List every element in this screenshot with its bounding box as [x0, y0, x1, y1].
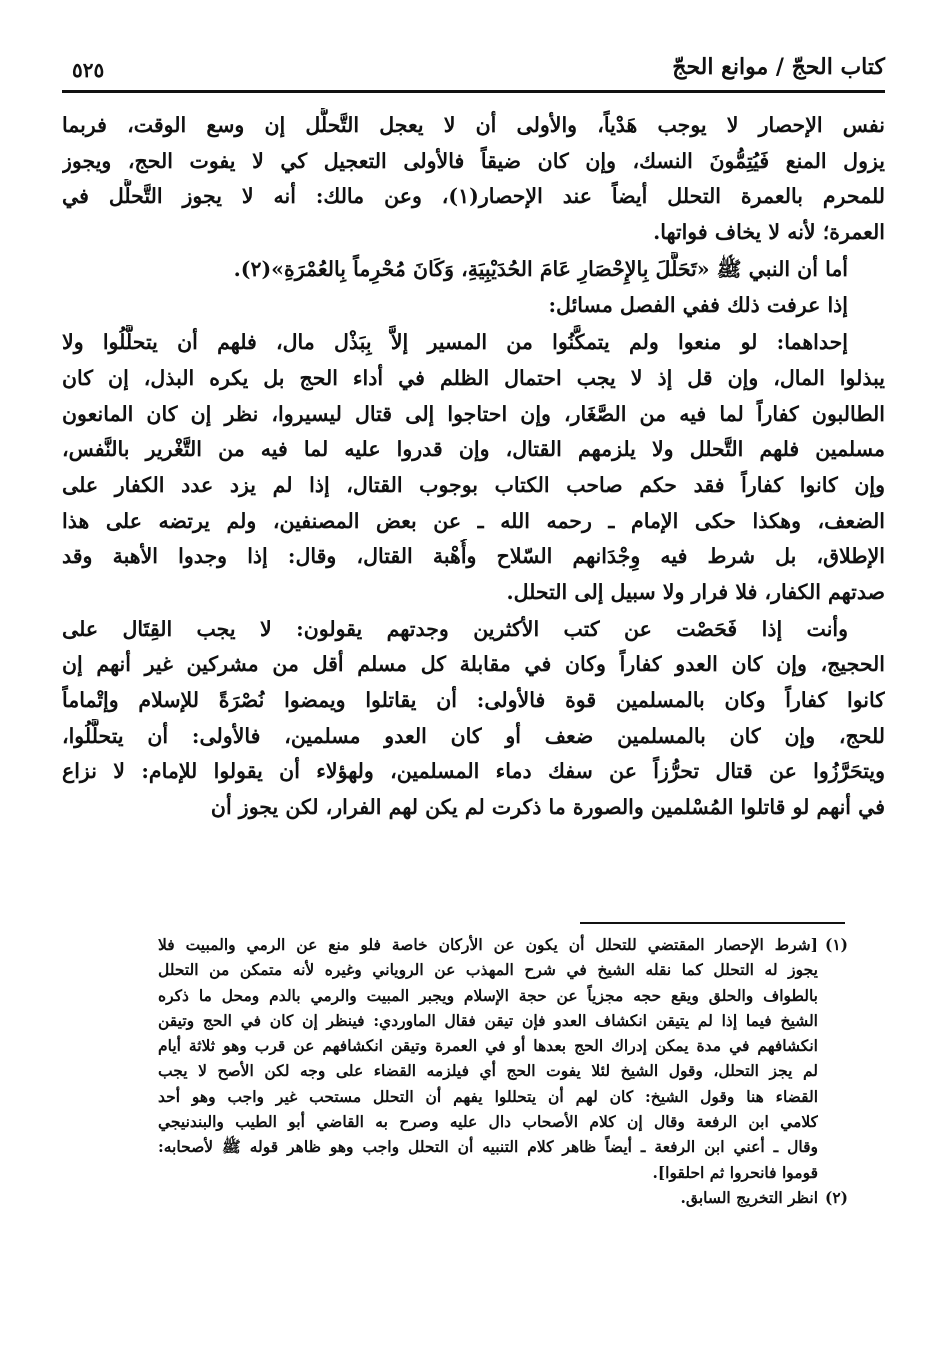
footnote-line: يجوز له التحلل كما نقله الشيخ في شرح المهذب عن الروياني وغيره لأنه متمكن من التحلل [158, 960, 818, 980]
paragraph [62, 108, 885, 251]
footnote-line: [شرط الإحصار المقتضي للتحلل أن يكون عن الأركان خاصة فلو منع عن الرمي والمبيت فلا [158, 935, 818, 954]
text-line: كانوا كفاراً وكان بالمسلمين قوة فالأولى: أن يقاتلوا ويمضوا نُصْرَةً للإسلام وإتْماماً [62, 688, 885, 712]
text-line: الضعف، وهكذا حكى الإمام ـ رحمه الله ـ عن بعض المصنفين، ولم يرتضه على هذا [62, 508, 885, 533]
footnote-number: (١) [824, 935, 848, 954]
chapter-title: كتاب الحجّ / موانع الحجّ [672, 54, 885, 80]
main-text [62, 108, 885, 827]
paragraph [62, 325, 885, 611]
footnotes [158, 932, 848, 1210]
footnote-line: انكشافهم في مدة يمكن إدراك الحج بعدها أو في العمرة وتيقن انكشافهم عن قرب وهو ثلاثة أيام [158, 1036, 818, 1056]
text-line: ويتحَرَّزُوا عن قتال تحرُّزاً عن سفك دماء المسلمين، ولهؤلاء أن يقولوا للإمام: لا نزاع [62, 759, 885, 784]
footnote [158, 932, 848, 1185]
text-line: الطالبون كفاراً لما فيه من الصَّغَار، وإن احتاجوا إلى قتال ليسيروا، نظر إن كان المانعون [62, 401, 885, 426]
footnote-number: (٢) [824, 1187, 848, 1207]
footnote-divider [580, 922, 845, 924]
text-line: يبذلوا المال، وإن قل إذ لا يجب احتمال الظلم في أداء الحج بل يكره البذل، إن كان [62, 365, 885, 390]
footnote-line: الشيخ فيما إذا لم يتيقن انكشاف العدو فإن تيقن فقال الماوردي: فينظر إن كان في الحج وتيقن [158, 1010, 818, 1030]
text-line: إذا عرفت ذلك ففي الفصل مسائل: [548, 293, 848, 318]
text-line: الحجيج، وإن كان العدو كفاراً وكان في مقابلة كل مسلم أقل من مشركين غير أنهم إن [62, 652, 885, 677]
paragraph [62, 288, 885, 324]
footnote-line: قوموا فانحروا ثم احلقوا]. [652, 1162, 818, 1182]
paragraph [62, 252, 885, 288]
footnote-line: كلامي ابن الرفعة وقال إن كلام الأصحاب دال عليه وصرح به القاضي أبو الطيب والبندنيجي [158, 1112, 818, 1132]
text-line: في أنهم لو قاتلوا المُسْلمين والصورة ما ذكرت لم يكن لهم الفرار، لكن يجوز أن [210, 795, 885, 820]
footnote-line: لم يجز التحلل، وقول الشيخ لئلا يفوت الحج أي فيلزمه القضاء على وجه لكن الأصح لا يجب [158, 1061, 818, 1081]
footnote-line: وقال ـ أعني ابن الرفعة ـ أيضاً ظاهر كلام التنبيه أن التحلل واجب وهو ظاهر قوله ﷺ لأصحابه: [158, 1137, 818, 1157]
text-line: أما أن النبي ﷺ «تَحَلَّلَ بِالإِحْصَارِ عَامَ الحُدَيْبِيَةِ، وَكَانَ مُحْرِماً بِالعُمْرَةِ»(٢). [233, 256, 848, 281]
text-line: إحداهما: لو منعوا ولم يتمكَّنُوا من المسير إلاَّ بِبَذْل مال، فلهم أن يتحلَّلُوا ولا [62, 330, 848, 355]
text-line: صدتهم الكفار، فلا فرار ولا سبيل إلى التحلل. [506, 579, 885, 604]
text-line: للمحرم بالعمرة التحلل أيضاً عند الإحصار(١)، وعن مالك: أنه لا يجوز التَّحلُّل في [62, 184, 885, 209]
text-line: العمرة؛ لأنه لا يخاف فواتها. [653, 220, 885, 245]
text-line: نفس الإحصار لا يوجب هَدْياً، والأولى أن لا يعجل التَّحلُّل إن وسع الوقت، فربما [62, 113, 885, 137]
text-line: مسلمين فلهم التَّحلل ولا يلزمهم القتال، وإن قدروا عليه لما فيه من التَّغْرير بالنَّفس، [62, 437, 885, 462]
text-line: يزول المنع فَيُتِمُّونَ النسك، وإن كان ضيقاً فالأولى التعجيل كي لا يفوت الحج، ويجوز [62, 148, 885, 173]
text-line: وأنت إذا فَحَصْت عن كتب الأكثرين وجدتهم يقولون: لا يجب القِتَال على [62, 616, 848, 641]
text-line: للحج، وإن كان بالمسلمين ضعف أو كان العدو مسلمين، فالأولى: أن يتحلَّلُوا، [62, 723, 885, 748]
running-header [62, 52, 885, 93]
paragraph [62, 612, 885, 826]
text-line: وإن كانوا كفاراً فقد حكم صاحب الكتاب بوجوب القتال، إذا لم يزد عدد الكفار على [62, 472, 885, 497]
footnote-line: انظر التخريج السابق. [680, 1187, 818, 1207]
text-line: الإطلاق، بل شرط فيه وِجْدَانهم السّلاح وأُهْبة القتال، وقال: إذا وجدوا الأهبة وقد [62, 544, 885, 569]
footnote-line: القضاء هنا وقول الشيخ: كان لهم أن يتحللوا يفهم أن التحلل مستحب غير واجب وهو أحد [158, 1086, 818, 1106]
page-number: ٥٢٥ [72, 58, 105, 82]
footnote [158, 1185, 848, 1210]
footnote-line: بالطواف والحلق ويقع حجه مجزياً عن حجة الإسلام ويجبر المبيت والرمي بالدم ومحل ما ذكره [158, 985, 818, 1005]
